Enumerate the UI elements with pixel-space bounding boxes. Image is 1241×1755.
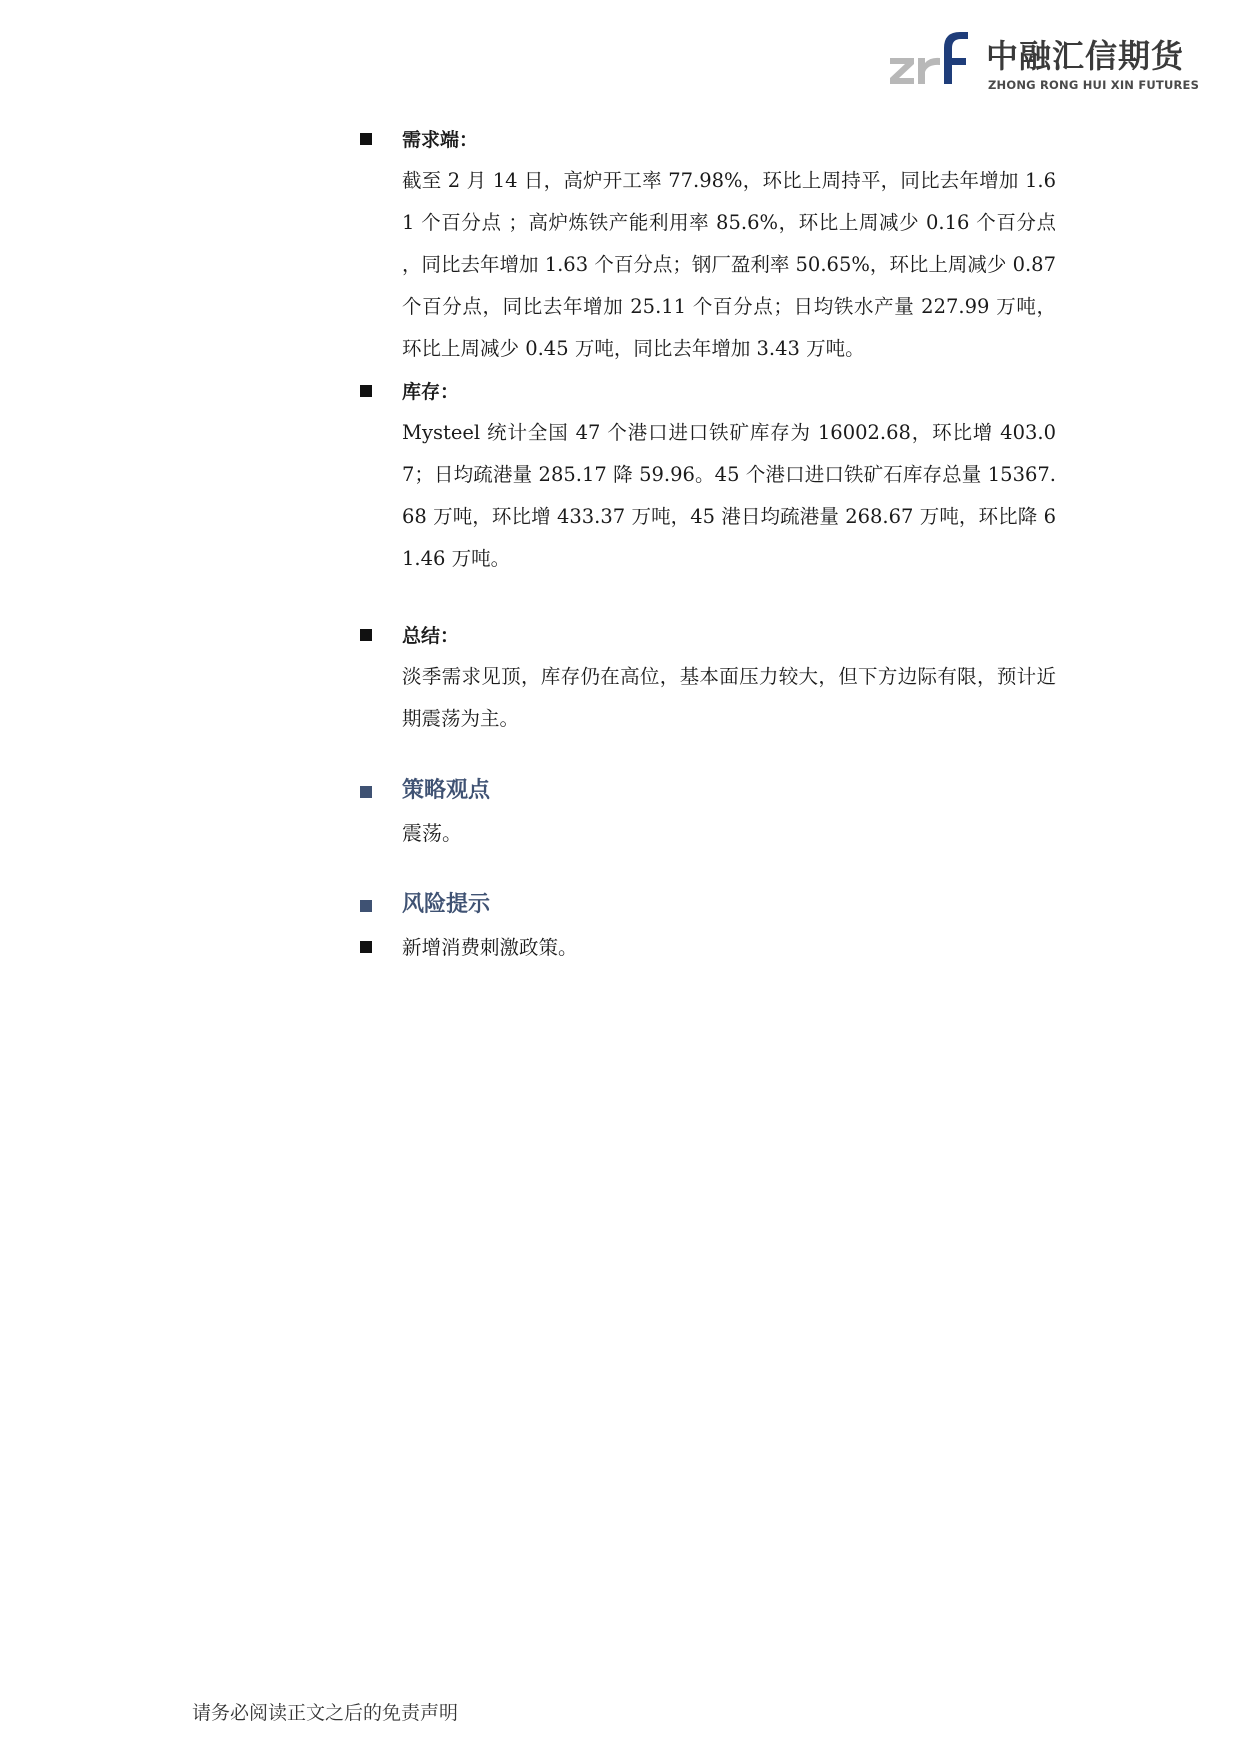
summary-heading	[356, 614, 1056, 656]
square-bullet-icon	[360, 786, 372, 798]
summary-paragraph: 淡季需求见顶，库存仍在高位，基本面压力较大，但下方边际有限，预计近期震荡为主。	[402, 665, 1056, 730]
spacer	[356, 580, 1056, 614]
risk-item-text: 新增消费刺激政策。	[402, 936, 578, 959]
square-bullet-icon	[360, 941, 372, 953]
risk-heading	[356, 884, 1056, 926]
strategy-heading	[356, 770, 1056, 812]
summary-label: 总结：	[402, 625, 460, 647]
company-name-en: ZHONG RONG HUI XIN FUTURES	[988, 78, 1200, 92]
report-body	[356, 118, 1056, 968]
demand-heading	[356, 118, 1056, 160]
inventory-heading	[356, 370, 1056, 412]
inventory-paragraph: Mysteel 统计全国 47 个港口进口铁矿库存为 16002.68，环比增 403.07；日均疏港量 285.17 降 59.96。45 个港口进口铁矿石库存总量 15367.68 万吨，环比增 433.37 万吨，45 港日均疏港量 268.67 万吨，环比降 61.46 万吨。	[402, 421, 1056, 570]
inventory-label: 库存：	[402, 381, 460, 403]
spacer	[356, 740, 1056, 770]
square-bullet-icon	[360, 629, 372, 641]
strategy-title: 策略观点	[402, 778, 491, 803]
footer-disclaimer: 请务必阅读正文之后的免责声明	[192, 1702, 459, 1724]
company-name-cn: 中融汇信期货	[986, 37, 1185, 75]
demand-paragraph: 截至 2 月 14 日，高炉开工率 77.98%，环比上周持平，同比去年增加 1.61 个百分点 ；高炉炼铁产能利用率 85.6%，环比上周减少 0.16 个百分点 ，同比去年增加 1.63 个百分点；钢厂盈利率 50.65%，环比上周减少 0.87 个百分点，同比去年增加 25.11 个百分点；日均铁水产量 227.99 万吨，环比上周减少 0.45 万吨，同比去年增加 3.43 万吨。	[402, 169, 1056, 360]
square-bullet-icon	[360, 900, 372, 912]
demand-label: 需求端：	[402, 129, 479, 151]
strategy-text: 震荡。	[402, 821, 462, 845]
company-logo	[888, 28, 1208, 98]
square-bullet-icon	[360, 133, 372, 145]
risk-title: 风险提示	[402, 892, 491, 917]
spacer	[356, 854, 1056, 884]
square-bullet-icon	[360, 385, 372, 397]
risk-item	[356, 926, 1056, 968]
zrf-logo-icon	[888, 28, 980, 94]
